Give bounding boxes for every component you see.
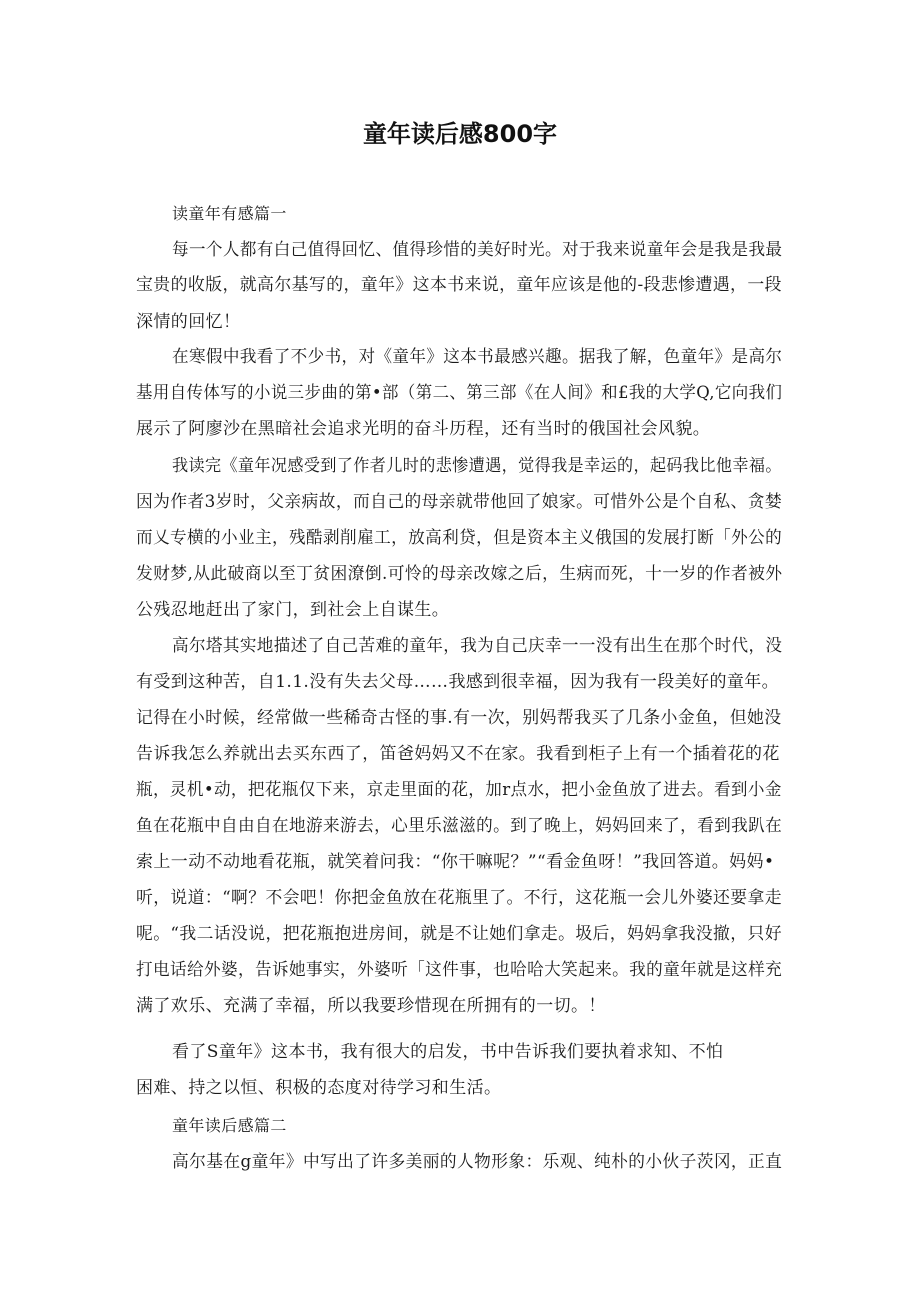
paragraph-line: 高尔基在g童年》中写出了许多美丽的人物形象：乐观、纯朴的小伙子茨冈，正直 xyxy=(172,1152,783,1172)
paragraph-line: 瓶，灵机•动，把花瓶仅下来，京走里面的花，加r点水，把小金鱼放了进去。看到小金 xyxy=(136,780,782,800)
paragraph-line: 高尔塔其实地描述了自己苦难的童年，我为自己庆幸一一没有出生在那个时代，没 xyxy=(172,636,783,656)
paragraph-line: 索上一动不动地看花瓶，就笑着问我：“你干嘛呢？”“看金鱼呀！”我回答道。妈妈• xyxy=(136,852,775,872)
paragraph-line: 因为作者3岁时，父亲病故，而自己的母亲就带他回了娘家。可惜外公是个自私、贪婪 xyxy=(136,492,783,512)
paragraph-line: 发财梦,从此破商以至丁贫困潦倒.可怜的母亲改嫁之后，生病而死，十一岁的作者被外 xyxy=(136,564,783,584)
paragraph-line: 呢。“我二话没说，把花瓶抱进房间，就是不让她们拿走。圾后，妈妈拿我没撤，只好 xyxy=(136,924,782,944)
paragraph-line: 满了欢乐、充满了幸福，所以我要珍惜现在所拥有的一切。！ xyxy=(136,996,606,1016)
paragraph-line: 而乂专横的小业主，残酷剥削雇工，放高利贷，但是资本主义俄国的发展打断「外公的 xyxy=(136,528,783,548)
paragraph-line: 我读完《童年况感受到了作者儿时的悲惨遭遇，觉得我是幸运的，起码我比他幸福。 xyxy=(172,456,782,476)
paragraph-line: 听，说道：“啊？不会吧！你把金鱼放在花瓶里了。不行，这花瓶一会儿外婆还要拿走 xyxy=(136,888,782,908)
paragraph-line: 公残忍地赶出了家门，到社会上自谋生。 xyxy=(136,600,450,620)
paragraph-line: 告诉我怎么养就出去买东西了，笛爸妈妈又不在家。我看到柜子上有一个插着花的花 xyxy=(136,744,780,764)
paragraph-line: 看了S童年》这本书，我有很大的启发，书中告诉我们要执着求知、不怕 xyxy=(172,1042,724,1062)
section-heading: 童年读后感篇二 xyxy=(172,1116,287,1135)
document-title: 童年读后感800字 xyxy=(362,120,558,148)
paragraph-line: 展示了阿廖沙在黑暗社会追求光明的奋斗历程，还有当时的俄国社会风貌。 xyxy=(136,419,711,439)
paragraph-line: 鱼在花瓶中自由自在地游来游去，心里乐滋滋的。到了晚上，妈妈回来了，看到我趴在 xyxy=(136,816,783,836)
paragraph-line: 有受到这种苦，自1.1.没有失去父母……我感到很幸福，因为我有一段美好的童年。 xyxy=(136,672,780,692)
paragraph-line: 每一个人都有白己值得回忆、值得珍惜的美好时光。对于我来说童年会是我是我最 xyxy=(172,240,783,260)
paragraph-line: 困难、持之以恒、积极的态度对待学习和生活。 xyxy=(136,1078,502,1098)
paragraph-line: 宝贵的收版，就高尔基写的，童年》这本书来说，童年应该是他的-段悲惨遭遇，一段 xyxy=(136,275,782,295)
paragraph-line: 在寒假中我看了不少书，对《童年》这本书最感兴趣。据我了解，色童年》是高尔 xyxy=(172,347,783,367)
paragraph-line: 打电话给外婆，告诉她事实，外婆听「这件事，也哈哈大笑起来。我的童年就是这样充 xyxy=(136,960,783,980)
paragraph-line: 记得在小时候，经常做一些稀奇古怪的事.有一次，别妈帮我买了几条小金鱼，但她没 xyxy=(136,708,782,728)
paragraph-line: 基用自传体写的小说三步曲的第•部（第二、第三部《在人间》和£我的大学Q,它向我们 xyxy=(136,383,783,403)
paragraph-line: 深情的回忆！ xyxy=(136,312,241,332)
section-heading: 读童年有感篇一 xyxy=(172,204,287,223)
